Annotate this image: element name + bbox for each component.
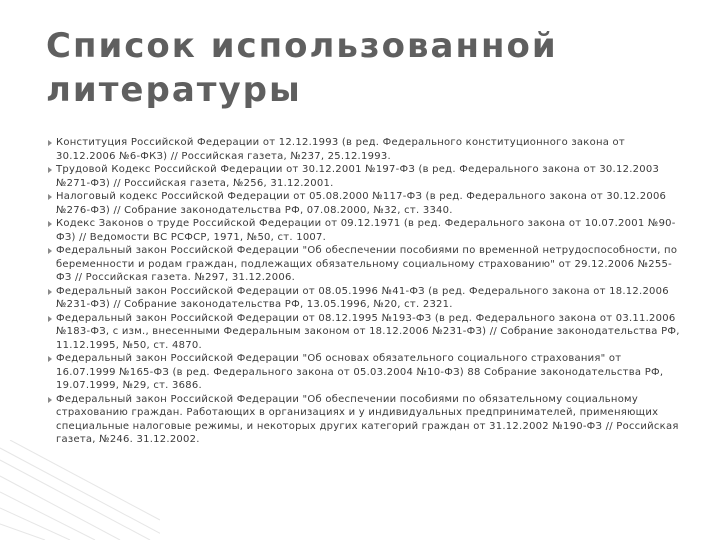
list-item — [48, 393, 680, 447]
triangle-bullet-icon — [48, 316, 52, 322]
triangle-bullet-icon — [48, 289, 52, 295]
triangle-bullet-icon — [48, 356, 52, 362]
slide-title: Список использованной литературы — [46, 26, 558, 110]
list-item — [48, 136, 680, 163]
reference-text: Налоговый кодекс Российской Федерации от 05.08.2000 №117-ФЗ (в ред. Федерального закона от 30.12.2006 №276-ФЗ) // Собрание законодательства РФ, 07.08.2000, №32, ст. 3340. — [56, 191, 667, 216]
list-item — [48, 312, 680, 353]
triangle-bullet-icon — [48, 167, 52, 173]
triangle-bullet-icon — [48, 397, 52, 403]
triangle-bullet-icon — [48, 221, 52, 227]
list-item — [48, 163, 680, 190]
reference-text: Трудовой Кодекс Российской Федерации от 30.12.2001 №197-ФЗ (в ред. Федерального закона от 30.12.2003 №271-ФЗ) // Российская газета, №256, 31.12.2001. — [56, 164, 660, 189]
reference-list — [48, 136, 680, 447]
triangle-bullet-icon — [48, 194, 52, 200]
list-item — [48, 352, 680, 393]
list-item — [48, 244, 680, 285]
decorative-corner-lines — [0, 440, 160, 540]
reference-text: Федеральный закон Российской Федерации "Об основах обязательного социального страхования" от 16.07.1999 №165-ФЗ (в ред. Федерального закона от 05.03.2004 №10-ФЗ) 88 Собрание законодательства РФ, 19.07.1999, №29, ст. 3686. — [56, 353, 664, 391]
list-item — [48, 285, 680, 312]
reference-text: Кодекс Законов о труде Российской Федерации от 09.12.1971 (в ред. Федерального закона от 10.07.2001 №90-ФЗ) // Ведомости ВС РСФСР, 1971, №50, ст. 1007. — [56, 218, 676, 243]
triangle-bullet-icon — [48, 248, 52, 254]
reference-text: Федеральный закон Российской Федерации от 08.05.1996 №41-ФЗ (в ред. Федерального закона от 18.12.2006 №231-ФЗ) // Собрание законодательства РФ, 13.05.1996, №20, ст. 2321. — [56, 285, 669, 310]
list-item — [48, 217, 680, 244]
reference-text: Федеральный закон Российской Федерации "Об обеспечении пособиями по временной нетрудоспособности, по беременности и родам граждан, подлежащих обязательному социальному страхованию" от 29.12.2006 №255-ФЗ // Российская газета. №297, 31.12.2006. — [56, 245, 678, 283]
list-item — [48, 190, 680, 217]
triangle-bullet-icon — [48, 140, 52, 146]
reference-text: Федеральный закон Российской Федерации от 08.12.1995 №193-ФЗ (в ред. Федерального закона от 03.11.2006 №183-ФЗ, с изм., внесенными Федеральным законом от 18.12.2006 №231-ФЗ) // Собрание законодательства РФ, 11.12.1995, №50, ст. 4870. — [56, 312, 680, 351]
reference-text: Федеральный закон Российской Федерации "Об обеспечении пособиями по обязательному социальному страхованию граждан. Работающих в организациях и у индивидуальных предпринимателей, применяющих специальные налоговые режимы, и некоторых других категорий граждан от 31.12.2002 №190-ФЗ // Российская газета, №246. 31.12.2002. — [56, 393, 679, 445]
reference-text: Конституция Российской Федерации от 12.12.1993 (в ред. Федерального конституционного закона от 30.12.2006 №6-ФКЗ) // Российская газета, №237, 25.12.1993. — [56, 137, 626, 162]
